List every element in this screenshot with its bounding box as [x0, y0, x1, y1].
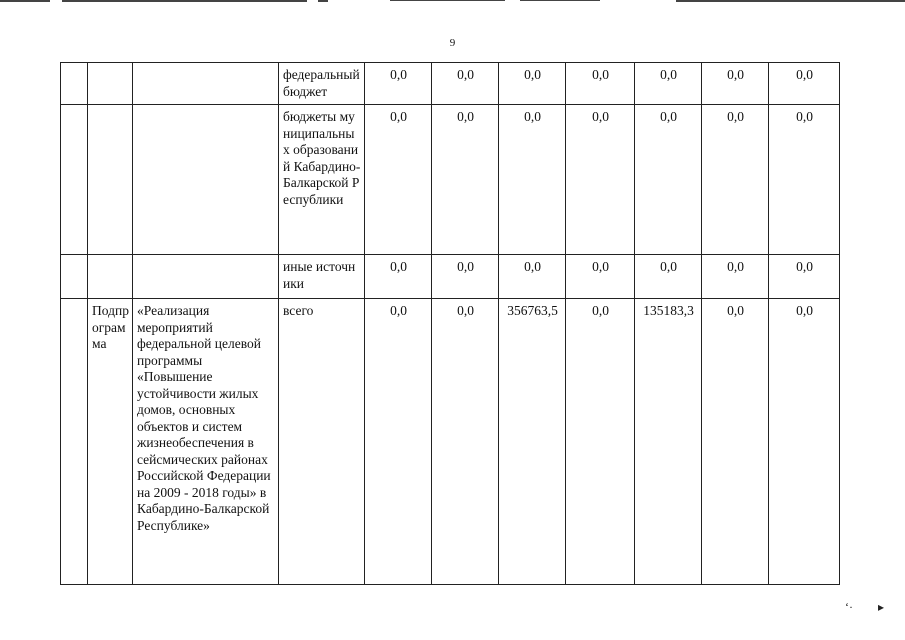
value-cell: 0,0	[769, 255, 840, 299]
value-cell: 0,0	[702, 105, 769, 255]
table-row	[61, 299, 840, 585]
row-type-cell	[88, 63, 133, 105]
value-cell: 0,0	[769, 299, 840, 585]
row-type-cell	[88, 105, 133, 255]
value-cell: 0,0	[635, 255, 702, 299]
table-row	[61, 63, 840, 105]
value-cell: 0,0	[365, 105, 432, 255]
value-cell: 0,0	[769, 105, 840, 255]
funding-source-cell: бюджеты муниципальных образований Кабардино-Балкарской Республики	[279, 105, 365, 255]
value-cell: 0,0	[769, 63, 840, 105]
value-cell: 0,0	[499, 105, 566, 255]
budget-table	[60, 62, 840, 585]
funding-source-cell: всего	[279, 299, 365, 585]
row-type-cell: Подпрограмма	[88, 299, 133, 585]
value-cell: 0,0	[702, 63, 769, 105]
table-row	[61, 255, 840, 299]
table-row	[61, 105, 840, 255]
row-index-cell	[61, 255, 88, 299]
value-cell: 135183,3	[635, 299, 702, 585]
value-cell: 356763,5	[499, 299, 566, 585]
value-cell: 0,0	[702, 299, 769, 585]
row-title-cell	[133, 255, 279, 299]
value-cell: 0,0	[566, 255, 635, 299]
value-cell: 0,0	[635, 63, 702, 105]
value-cell: 0,0	[365, 255, 432, 299]
scan-artifact-line	[318, 0, 328, 2]
row-index-cell	[61, 299, 88, 585]
row-index-cell	[61, 105, 88, 255]
value-cell: 0,0	[365, 299, 432, 585]
value-cell: 0,0	[702, 255, 769, 299]
value-cell: 0,0	[432, 63, 499, 105]
value-cell: 0,0	[499, 63, 566, 105]
value-cell: 0,0	[566, 63, 635, 105]
value-cell: 0,0	[432, 299, 499, 585]
funding-source-cell: иные источники	[279, 255, 365, 299]
value-cell: 0,0	[432, 255, 499, 299]
value-cell: 0,0	[566, 299, 635, 585]
scan-artifact-line	[62, 0, 307, 2]
value-cell: 0,0	[635, 105, 702, 255]
funding-source-cell: федеральный бюджет	[279, 63, 365, 105]
value-cell: 0,0	[365, 63, 432, 105]
scan-artifact-line	[0, 0, 50, 2]
row-title-cell	[133, 63, 279, 105]
scan-mark: ▸	[878, 600, 885, 614]
page-number: 9	[449, 37, 456, 49]
value-cell: 0,0	[566, 105, 635, 255]
row-title-cell: «Реализация мероприятий федеральной целевой программы «Повышение устойчивости жилых домов, основных объектов и систем жизнеобеспечения в сейсмических районах Российской Федерации на 2009 - 2018 годы» в Кабардино-Балкарской Республике»	[133, 299, 279, 585]
row-type-cell	[88, 255, 133, 299]
row-title-cell	[133, 105, 279, 255]
scan-artifact-line	[390, 0, 505, 1]
value-cell: 0,0	[499, 255, 566, 299]
scan-mark: ‘·	[845, 600, 853, 614]
scan-artifact-line	[520, 0, 600, 1]
value-cell: 0,0	[432, 105, 499, 255]
scan-artifact-line	[676, 0, 905, 2]
row-index-cell	[61, 63, 88, 105]
